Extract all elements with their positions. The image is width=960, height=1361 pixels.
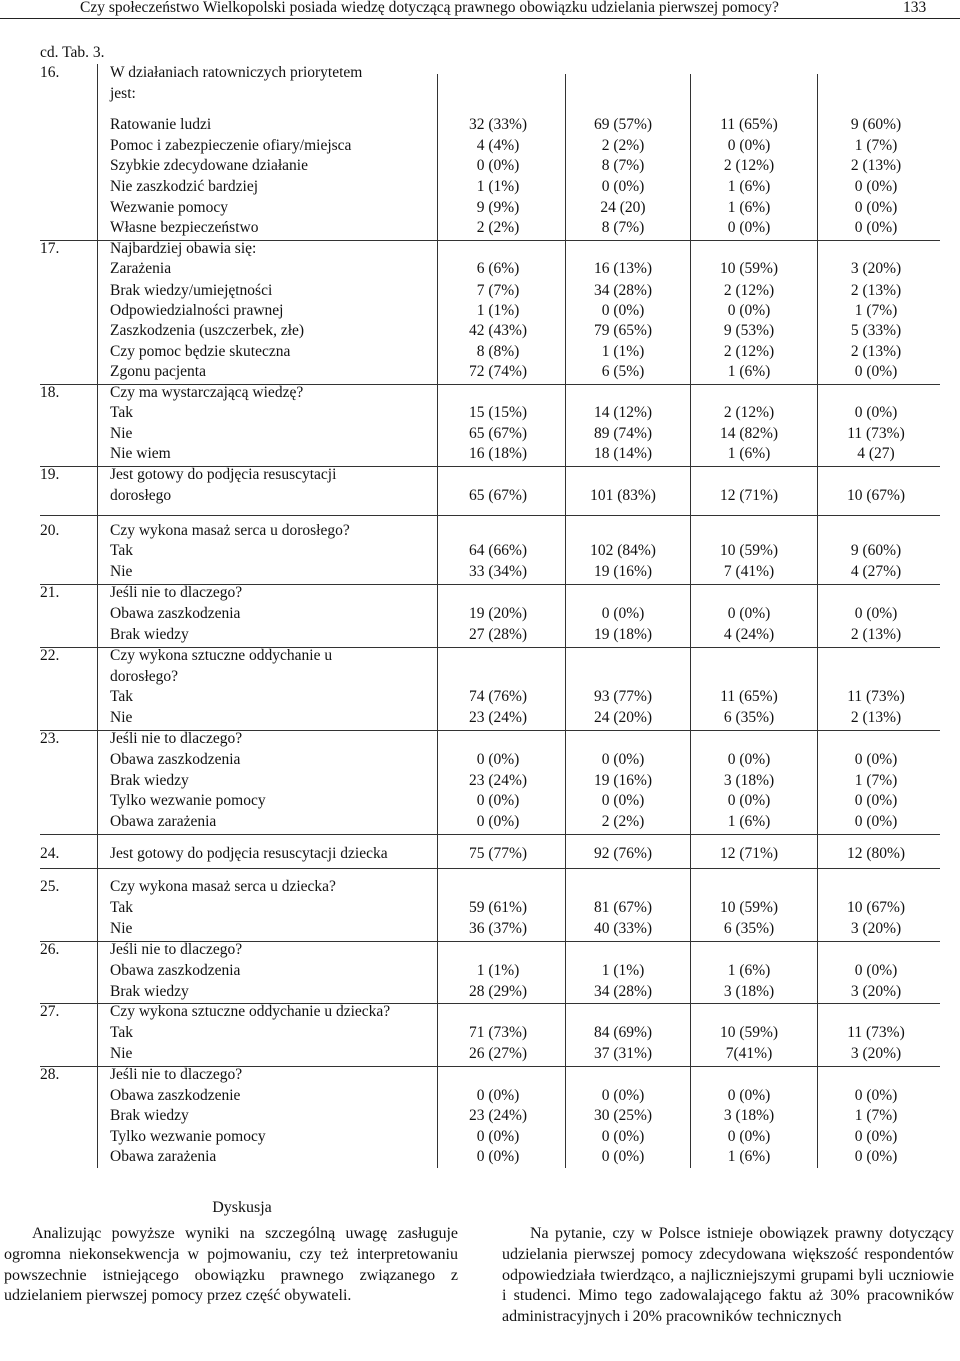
table-row xyxy=(0,542,960,563)
row-label: Nie zaszkodzić bardziej xyxy=(110,178,259,195)
section-rule xyxy=(40,584,940,585)
question-number: 19. xyxy=(40,466,60,483)
cell-group-1: 15 (15%) xyxy=(468,404,528,421)
question-number: 21. xyxy=(40,584,60,601)
cell-group-2: 19 (16%) xyxy=(593,563,653,580)
question-number: 17. xyxy=(40,240,60,257)
cell-group-3: 0 (0%) xyxy=(727,1128,771,1145)
cell-group-2: 34 (28%) xyxy=(593,282,653,299)
discussion-right-column xyxy=(502,1224,954,1328)
cell-group-4: 0 (0%) xyxy=(854,813,898,830)
table-row xyxy=(0,709,960,730)
question-number: 18. xyxy=(40,384,60,401)
cell-group-3: 2 (12%) xyxy=(723,282,775,299)
cell-group-3: 2 (12%) xyxy=(723,343,775,360)
cell-group-3: 14 (82%) xyxy=(719,425,779,442)
cell-group-4: 3 (20%) xyxy=(850,1045,902,1062)
cell-group-3: 9 (53%) xyxy=(723,322,775,339)
section-rule xyxy=(40,834,940,835)
cell-group-4: 11 (73%) xyxy=(847,1024,905,1041)
cell-group-2: 93 (77%) xyxy=(593,688,653,705)
cell-group-3: 12 (71%) xyxy=(719,487,779,504)
table-row xyxy=(0,322,960,343)
cell-group-4: 0 (0%) xyxy=(854,1148,898,1165)
table-row xyxy=(0,178,960,199)
table-row xyxy=(0,1107,960,1128)
cell-group-4: 2 (13%) xyxy=(850,282,902,299)
table-row xyxy=(0,563,960,584)
cell-group-2: 37 (31%) xyxy=(593,1045,653,1062)
cell-group-4: 4 (27) xyxy=(857,445,895,462)
cell-group-1: 0 (0%) xyxy=(476,1087,520,1104)
table-row xyxy=(0,363,960,384)
cell-group-3: 12 (71%) xyxy=(719,845,779,862)
cell-group-4: 2 (13%) xyxy=(850,343,902,360)
cell-group-1: 65 (67%) xyxy=(468,425,528,442)
cell-group-1: 23 (24%) xyxy=(468,709,528,726)
cell-group-4: 5 (33%) xyxy=(850,322,902,339)
row-label: Ratowanie ludzi xyxy=(110,116,212,133)
table-row xyxy=(0,487,960,508)
cell-group-1: 0 (0%) xyxy=(476,751,520,768)
table-row xyxy=(0,647,960,668)
table-caption: cd. Tab. 3. xyxy=(40,44,105,61)
cell-group-1: 23 (24%) xyxy=(468,1107,528,1124)
cell-group-2: 30 (25%) xyxy=(593,1107,653,1124)
cell-group-4: 3 (20%) xyxy=(850,983,902,1000)
cell-group-1: 23 (24%) xyxy=(468,772,528,789)
section-rule xyxy=(40,1003,940,1004)
cell-group-3: 6 (35%) xyxy=(723,709,775,726)
row-label: jest: xyxy=(110,85,136,102)
cell-group-4: 1 (7%) xyxy=(854,1107,898,1124)
cell-group-3: 11 (65%) xyxy=(720,116,778,133)
discussion-paragraph-right: Na pytanie, czy w Polsce istnieje obowiązek prawny dotyczący udzielania pierwszej pomocy zdecydowana większość respondentów odpowiedziała twierdząco, a najliczniejszymi grupami byli uczniowie i studenci. Mimo tego zadowalającego faktu aż 30% pracowników administracyjnych i 20% pracowników technicznych xyxy=(502,1225,954,1326)
cell-group-3: 1 (6%) xyxy=(727,813,771,830)
row-label: dorosłego? xyxy=(110,668,179,685)
cell-group-2: 81 (67%) xyxy=(593,899,653,916)
cell-group-4: 1 (7%) xyxy=(854,302,898,319)
table-row xyxy=(0,899,960,920)
table-row xyxy=(0,792,960,813)
cell-group-1: 8 (8%) xyxy=(476,343,520,360)
cell-group-1: 71 (73%) xyxy=(468,1024,528,1041)
cell-group-2: 34 (28%) xyxy=(593,983,653,1000)
cell-group-2: 0 (0%) xyxy=(601,605,645,622)
cell-group-4: 0 (0%) xyxy=(854,363,898,380)
row-label: Tak xyxy=(110,899,134,916)
cell-group-1: 26 (27%) xyxy=(468,1045,528,1062)
row-label: Zgonu pacjenta xyxy=(110,363,206,380)
question-number: 25. xyxy=(40,878,60,895)
cell-group-3: 10 (59%) xyxy=(719,899,779,916)
cell-group-4: 10 (67%) xyxy=(846,487,906,504)
table-row xyxy=(0,425,960,446)
cell-group-2: 101 (83%) xyxy=(590,487,656,504)
table-row xyxy=(0,404,960,425)
row-label: Jeśli nie to dlaczego? xyxy=(110,941,243,958)
cell-group-1: 4 (4%) xyxy=(476,137,520,154)
section-rule xyxy=(40,941,940,942)
cell-group-1: 19 (20%) xyxy=(468,605,528,622)
cell-group-3: 3 (18%) xyxy=(723,983,775,1000)
cell-group-4: 2 (13%) xyxy=(850,709,902,726)
row-label: Obawa zaszkodzenia xyxy=(110,605,241,622)
question-number: 26. xyxy=(40,941,60,958)
cell-group-4: 0 (0%) xyxy=(854,404,898,421)
cell-group-2: 24 (20%) xyxy=(593,709,653,726)
cell-group-3: 0 (0%) xyxy=(727,219,771,236)
row-label: Czy pomoc będzie skuteczna xyxy=(110,343,291,360)
cell-group-1: 75 (77%) xyxy=(468,845,528,862)
page-number: 133 xyxy=(903,0,927,16)
row-label: Tylko wezwanie pomocy xyxy=(110,1128,266,1145)
cell-group-3: 1 (6%) xyxy=(727,178,771,195)
cell-group-2: 6 (5%) xyxy=(601,363,645,380)
table-row xyxy=(0,668,960,689)
cell-group-1: 0 (0%) xyxy=(476,157,520,174)
cell-group-1: 1 (1%) xyxy=(476,962,520,979)
section-rule xyxy=(40,647,940,648)
section-rule xyxy=(40,730,940,731)
cell-group-2: 0 (0%) xyxy=(601,751,645,768)
cell-group-4: 0 (0%) xyxy=(854,1128,898,1145)
cell-group-1: 65 (67%) xyxy=(468,487,528,504)
cell-group-1: 32 (33%) xyxy=(468,116,528,133)
cell-group-2: 0 (0%) xyxy=(601,1128,645,1145)
cell-group-3: 10 (59%) xyxy=(719,542,779,559)
cell-group-1: 0 (0%) xyxy=(476,1148,520,1165)
cell-group-1: 33 (34%) xyxy=(468,563,528,580)
row-label: Tak xyxy=(110,1024,134,1041)
cell-group-2: 84 (69%) xyxy=(593,1024,653,1041)
row-label: Najbardziej obawia się: xyxy=(110,240,257,257)
row-label: Brak wiedzy xyxy=(110,983,189,1000)
cell-group-1: 9 (9%) xyxy=(476,199,520,216)
table-row xyxy=(0,813,960,834)
cell-group-3: 1 (6%) xyxy=(727,445,771,462)
cell-group-1: 0 (0%) xyxy=(476,792,520,809)
table-row xyxy=(0,845,960,866)
table-row xyxy=(0,1024,960,1045)
cell-group-3: 2 (12%) xyxy=(723,157,775,174)
table-row xyxy=(0,772,960,793)
table-row xyxy=(0,605,960,626)
cell-group-3: 4 (24%) xyxy=(723,626,775,643)
row-label: Jest gotowy do podjęcia resuscytacji xyxy=(110,466,337,483)
table-row xyxy=(0,116,960,137)
row-label: Jest gotowy do podjęcia resuscytacji dziecka xyxy=(110,845,388,862)
table-row xyxy=(0,137,960,158)
cell-group-4: 2 (13%) xyxy=(850,626,902,643)
row-label: Nie xyxy=(110,709,133,726)
cell-group-3: 10 (59%) xyxy=(719,1024,779,1041)
table-row xyxy=(0,260,960,281)
row-label: Nie xyxy=(110,425,133,442)
cell-group-3: 0 (0%) xyxy=(727,1087,771,1104)
table-row xyxy=(0,962,960,983)
cell-group-2: 2 (2%) xyxy=(601,137,645,154)
row-label: Nie xyxy=(110,920,133,937)
table-row xyxy=(0,1087,960,1108)
cell-group-2: 0 (0%) xyxy=(601,178,645,195)
row-label: Jeśli nie to dlaczego? xyxy=(110,730,243,747)
cell-group-1: 1 (1%) xyxy=(476,178,520,195)
cell-group-2: 19 (16%) xyxy=(593,772,653,789)
cell-group-2: 79 (65%) xyxy=(593,322,653,339)
cell-group-2: 18 (14%) xyxy=(593,445,653,462)
table-row xyxy=(0,219,960,240)
section-rule xyxy=(40,384,940,385)
cell-group-3: 10 (59%) xyxy=(719,260,779,277)
row-label: Obawa zaszkodzenia xyxy=(110,751,241,768)
table-row xyxy=(0,64,960,85)
cell-group-3: 7(41%) xyxy=(725,1045,773,1062)
cell-group-4: 0 (0%) xyxy=(854,219,898,236)
row-label: Obawa zaszkodzenia xyxy=(110,962,241,979)
row-label: Obawa zaszkodzenie xyxy=(110,1087,241,1104)
table-row xyxy=(0,1045,960,1066)
cell-group-2: 0 (0%) xyxy=(601,792,645,809)
row-label: Własne bezpieczeństwo xyxy=(110,219,259,236)
row-label: Obawa zarażenia xyxy=(110,1148,217,1165)
running-header xyxy=(0,0,960,19)
row-label: Pomoc i zabezpieczenie ofiary/miejsca xyxy=(110,137,352,154)
cell-group-1: 1 (1%) xyxy=(476,302,520,319)
row-label: Zarażenia xyxy=(110,260,172,277)
row-label: Szybkie zdecydowane działanie xyxy=(110,157,308,174)
table-row xyxy=(0,751,960,772)
cell-group-2: 8 (7%) xyxy=(601,157,645,174)
cell-group-4: 9 (60%) xyxy=(850,542,902,559)
cell-group-1: 36 (37%) xyxy=(468,920,528,937)
cell-group-4: 1 (7%) xyxy=(854,137,898,154)
cell-group-1: 72 (74%) xyxy=(468,363,528,380)
cell-group-3: 1 (6%) xyxy=(727,199,771,216)
table-row xyxy=(0,878,960,899)
table-row xyxy=(0,1003,960,1024)
cell-group-1: 2 (2%) xyxy=(476,219,520,236)
section-rule xyxy=(40,240,940,241)
table-row xyxy=(0,199,960,220)
section-rule xyxy=(40,868,940,869)
table-row xyxy=(0,343,960,364)
table-row xyxy=(0,1066,960,1087)
discussion-heading: Dyskusja xyxy=(212,1199,272,1216)
table-row xyxy=(0,626,960,647)
cell-group-2: 69 (57%) xyxy=(593,116,653,133)
question-number: 20. xyxy=(40,522,60,539)
table-row xyxy=(0,282,960,303)
row-label: Odpowiedzialności prawnej xyxy=(110,302,284,319)
table-row xyxy=(0,584,960,605)
cell-group-3: 0 (0%) xyxy=(727,137,771,154)
table-row xyxy=(0,466,960,487)
table-row xyxy=(0,1148,960,1169)
cell-group-1: 42 (43%) xyxy=(468,322,528,339)
cell-group-3: 0 (0%) xyxy=(727,605,771,622)
table-row xyxy=(0,85,960,106)
cell-group-2: 0 (0%) xyxy=(601,1087,645,1104)
cell-group-3: 0 (0%) xyxy=(727,302,771,319)
table-row xyxy=(0,1128,960,1149)
row-label: Brak wiedzy/umiejętności xyxy=(110,282,273,299)
row-label: Jeśli nie to dlaczego? xyxy=(110,584,243,601)
table-row xyxy=(0,240,960,261)
cell-group-2: 24 (20) xyxy=(600,199,646,216)
cell-group-4: 3 (20%) xyxy=(850,920,902,937)
cell-group-2: 0 (0%) xyxy=(601,302,645,319)
row-label: Tak xyxy=(110,404,134,421)
row-label: Czy wykona sztuczne oddychanie u dziecka? xyxy=(110,1003,391,1020)
row-label: Tak xyxy=(110,542,134,559)
table-row xyxy=(0,983,960,1004)
cell-group-2: 102 (84%) xyxy=(590,542,656,559)
cell-group-2: 92 (76%) xyxy=(593,845,653,862)
question-number: 28. xyxy=(40,1066,60,1083)
cell-group-4: 3 (20%) xyxy=(850,260,902,277)
cell-group-4: 0 (0%) xyxy=(854,792,898,809)
cell-group-4: 0 (0%) xyxy=(854,962,898,979)
discussion-paragraph-left: Analizując powyższe wyniki na szczególną uwagę zasługuje ogromna niekonsekwencja w pojmowaniu, czy też interpretowaniu powszechnie istniejącego obowiązku prawnego związanego z udzielaniem pierwszej pomocy przez część obywateli. xyxy=(4,1225,458,1305)
cell-group-1: 28 (29%) xyxy=(468,983,528,1000)
cell-group-3: 11 (65%) xyxy=(720,688,778,705)
cell-group-4: 2 (13%) xyxy=(850,157,902,174)
cell-group-2: 40 (33%) xyxy=(593,920,653,937)
question-number: 22. xyxy=(40,647,60,664)
question-number: 16. xyxy=(40,64,60,81)
cell-group-3: 0 (0%) xyxy=(727,792,771,809)
table-row xyxy=(0,445,960,466)
row-label: Czy wykona masaż serca u dziecka? xyxy=(110,878,336,895)
row-label: Brak wiedzy xyxy=(110,1107,189,1124)
cell-group-4: 0 (0%) xyxy=(854,1087,898,1104)
cell-group-2: 1 (1%) xyxy=(601,962,645,979)
cell-group-1: 0 (0%) xyxy=(476,1128,520,1145)
cell-group-1: 59 (61%) xyxy=(468,899,528,916)
cell-group-3: 1 (6%) xyxy=(727,363,771,380)
cell-group-4: 0 (0%) xyxy=(854,199,898,216)
running-title: Czy społeczeństwo Wielkopolski posiada wiedzę dotyczącą prawnego obowiązku udzielania pierwszej pomocy? xyxy=(80,0,779,16)
cell-group-1: 6 (6%) xyxy=(476,260,520,277)
question-number: 23. xyxy=(40,730,60,747)
cell-group-1: 0 (0%) xyxy=(476,813,520,830)
row-label: Czy wykona sztuczne oddychanie u xyxy=(110,647,333,664)
section-rule xyxy=(40,1066,940,1067)
cell-group-4: 4 (27%) xyxy=(850,563,902,580)
row-label: Czy wykona masaż serca u dorosłego? xyxy=(110,522,350,539)
table-row xyxy=(0,730,960,751)
cell-group-2: 89 (74%) xyxy=(593,425,653,442)
row-label: Obawa zarażenia xyxy=(110,813,217,830)
cell-group-2: 14 (12%) xyxy=(593,404,653,421)
table-row xyxy=(0,522,960,543)
row-label: W działaniach ratowniczych priorytetem xyxy=(110,64,363,81)
row-label: Wezwanie pomocy xyxy=(110,199,228,216)
cell-group-3: 1 (6%) xyxy=(727,962,771,979)
cell-group-2: 8 (7%) xyxy=(601,219,645,236)
row-label: Zaszkodzenia (uszczerbek, złe) xyxy=(110,322,305,339)
table-row xyxy=(0,920,960,941)
cell-group-4: 0 (0%) xyxy=(854,178,898,195)
cell-group-2: 16 (13%) xyxy=(593,260,653,277)
cell-group-4: 12 (80%) xyxy=(846,845,906,862)
table-row xyxy=(0,941,960,962)
table-row xyxy=(0,302,960,323)
row-label: Tylko wezwanie pomocy xyxy=(110,792,266,809)
discussion-left-column xyxy=(4,1224,458,1307)
cell-group-3: 7 (41%) xyxy=(723,563,775,580)
section-rule xyxy=(40,466,940,467)
cell-group-3: 3 (18%) xyxy=(723,1107,775,1124)
question-number: 27. xyxy=(40,1003,60,1020)
cell-group-2: 0 (0%) xyxy=(601,1148,645,1165)
row-label: Brak wiedzy xyxy=(110,626,189,643)
question-number: 24. xyxy=(40,845,60,862)
table-row xyxy=(0,384,960,405)
table-row xyxy=(0,157,960,178)
cell-group-1: 27 (28%) xyxy=(468,626,528,643)
cell-group-4: 9 (60%) xyxy=(850,116,902,133)
table-row xyxy=(0,688,960,709)
row-label: Czy ma wystarczającą wiedzę? xyxy=(110,384,304,401)
cell-group-3: 2 (12%) xyxy=(723,404,775,421)
cell-group-3: 3 (18%) xyxy=(723,772,775,789)
cell-group-4: 1 (7%) xyxy=(854,772,898,789)
row-label: Tak xyxy=(110,688,134,705)
row-label: Brak wiedzy xyxy=(110,772,189,789)
cell-group-3: 0 (0%) xyxy=(727,751,771,768)
row-label: dorosłego xyxy=(110,487,172,504)
row-label: Nie xyxy=(110,1045,133,1062)
cell-group-2: 1 (1%) xyxy=(601,343,645,360)
cell-group-4: 10 (67%) xyxy=(846,899,906,916)
cell-group-4: 11 (73%) xyxy=(847,425,905,442)
cell-group-4: 11 (73%) xyxy=(847,688,905,705)
cell-group-4: 0 (0%) xyxy=(854,605,898,622)
cell-group-3: 1 (6%) xyxy=(727,1148,771,1165)
cell-group-1: 74 (76%) xyxy=(468,688,528,705)
cell-group-1: 16 (18%) xyxy=(468,445,528,462)
row-label: Nie wiem xyxy=(110,445,171,462)
cell-group-2: 19 (18%) xyxy=(593,626,653,643)
cell-group-4: 0 (0%) xyxy=(854,751,898,768)
cell-group-1: 64 (66%) xyxy=(468,542,528,559)
row-label: Jeśli nie to dlaczego? xyxy=(110,1066,243,1083)
cell-group-3: 6 (35%) xyxy=(723,920,775,937)
cell-group-1: 7 (7%) xyxy=(476,282,520,299)
section-rule xyxy=(40,515,940,516)
row-label: Nie xyxy=(110,563,133,580)
cell-group-2: 2 (2%) xyxy=(601,813,645,830)
